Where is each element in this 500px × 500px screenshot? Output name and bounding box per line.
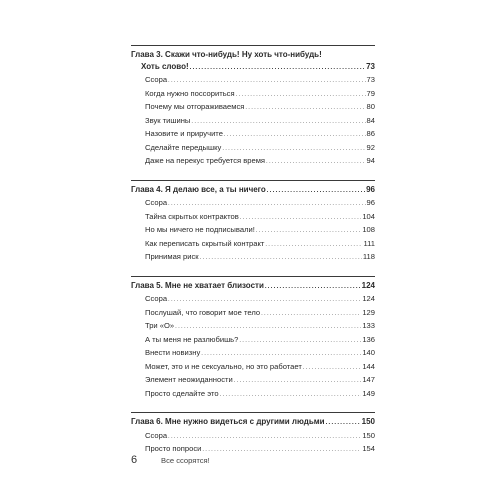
chapter-3 [131, 45, 375, 169]
entry-page: 79 [366, 88, 375, 98]
entry-title: Три «О» [145, 321, 175, 330]
toc-entry[interactable] [131, 197, 375, 211]
entry-title: Ссора [145, 294, 168, 303]
dot-leader [190, 61, 365, 75]
toc-entry[interactable] [131, 115, 375, 129]
entry-page: 96 [366, 198, 375, 207]
entry-page: 144 [362, 361, 375, 371]
dot-leader [220, 388, 362, 402]
chapter-title: Глава 5. Мне не хватает близости [131, 280, 264, 290]
chapter-page: 124 [361, 280, 375, 290]
entry-page: 129 [362, 307, 375, 317]
entry-title: Когда нужно поссориться [145, 88, 235, 98]
entry-title: Внести новизну [145, 348, 201, 357]
entry-title: Элемент неожиданности [145, 375, 233, 384]
entry-page: 94 [366, 156, 375, 165]
entry-page: 73 [366, 75, 375, 84]
entry-page: 86 [366, 129, 375, 138]
dot-leader [222, 142, 365, 156]
entry-page: 118 [362, 252, 375, 261]
chapter-title-entry[interactable] [131, 184, 375, 198]
dot-leader [168, 74, 366, 88]
toc-entry[interactable] [131, 101, 375, 115]
entry-page: 124 [362, 294, 375, 303]
chapter-divider [131, 45, 375, 46]
entry-page: 84 [366, 115, 375, 125]
entry-title: Ссора [145, 75, 168, 84]
entry-title: Ссора [145, 430, 168, 440]
entry-page: 108 [362, 225, 375, 234]
toc-entry[interactable] [131, 307, 375, 321]
entry-page: 133 [362, 321, 375, 330]
entry-title: Почему мы отгораживаемся [145, 102, 245, 111]
entry-page: 92 [366, 142, 375, 152]
dot-leader [267, 184, 365, 198]
chapter-title-continued: Хоть слово! [141, 61, 189, 71]
dot-leader [168, 293, 361, 307]
toc-entry[interactable] [131, 155, 375, 169]
chapter-title: Глава 4. Я делаю все, а ты ничего [131, 184, 266, 194]
entry-page: 140 [362, 348, 375, 357]
dot-leader [265, 280, 361, 294]
toc-entry[interactable] [131, 320, 375, 334]
chapter-title-entry[interactable] [131, 61, 375, 75]
toc-entry[interactable] [131, 347, 375, 361]
entry-page: 111 [363, 238, 375, 248]
dot-leader [191, 115, 365, 129]
dot-leader [245, 101, 365, 115]
dot-leader [200, 251, 362, 265]
chapter-title: Глава 3. Скажи что-нибудь! Ну хоть что-нибудь! [131, 50, 322, 59]
dot-leader [261, 307, 361, 321]
chapter-divider [131, 276, 375, 277]
toc-entry[interactable] [131, 128, 375, 142]
dot-leader [224, 128, 366, 142]
chapter-divider [131, 412, 375, 413]
entry-title: Просто попроси [145, 444, 202, 453]
entry-page: 136 [362, 334, 375, 344]
chapter-6 [131, 412, 375, 457]
toc-entry[interactable] [131, 388, 375, 402]
dot-leader [265, 238, 362, 252]
chapter-title-entry[interactable] [131, 280, 375, 294]
dot-leader [256, 224, 361, 238]
entry-title: Звук тишины [145, 115, 191, 125]
running-title: Все ссорятся! [161, 456, 210, 465]
page-footer [131, 454, 210, 466]
entry-page: 154 [362, 444, 375, 453]
chapter-5 [131, 276, 375, 402]
entry-title: Послушай, что говорит мое тело [145, 307, 261, 317]
table-of-contents [131, 45, 375, 457]
dot-leader [175, 320, 361, 334]
chapter-title: Глава 6. Мне нужно видеться с другими людьми [131, 417, 325, 426]
entry-title: Даже на перекус требуется время [145, 156, 266, 165]
dot-leader [240, 211, 362, 225]
toc-entry[interactable] [131, 211, 375, 225]
chapter-page: 96 [366, 184, 375, 194]
entry-title: Принимая риск [145, 252, 199, 261]
entry-page: 104 [362, 211, 375, 221]
chapter-page: 73 [366, 61, 375, 71]
entry-page: 147 [362, 375, 375, 384]
entry-title: Назовите и приручите [145, 129, 223, 138]
dot-leader [303, 361, 362, 375]
entry-title: Сделайте передышку [145, 142, 222, 152]
chapter-title-entry[interactable] [131, 416, 375, 430]
chapter-page: 150 [361, 417, 375, 426]
toc-entry[interactable] [131, 142, 375, 156]
dot-leader [202, 443, 361, 457]
entry-title: Тайна скрытых контрактов [145, 211, 239, 221]
entry-title: А ты меня не разлюбишь? [145, 334, 239, 344]
toc-entry[interactable] [131, 238, 375, 252]
toc-entry[interactable] [131, 430, 375, 444]
toc-entry[interactable] [131, 74, 375, 88]
entry-page: 80 [366, 102, 375, 111]
toc-entry[interactable] [131, 334, 375, 348]
chapter-divider [131, 180, 375, 181]
dot-leader [168, 430, 361, 444]
toc-entry[interactable] [131, 293, 375, 307]
entry-title: Ссора [145, 198, 168, 207]
page-number: 6 [131, 454, 138, 466]
entry-title: Может, это и не сексуально, но это работает [145, 361, 302, 371]
toc-entry[interactable] [131, 361, 375, 375]
entry-page: 149 [362, 388, 375, 398]
dot-leader [234, 374, 362, 388]
dot-leader [201, 347, 361, 361]
toc-entry[interactable] [131, 88, 375, 102]
dot-leader [266, 155, 366, 169]
entry-title: Просто сделайте это [145, 388, 219, 398]
chapter-4 [131, 180, 375, 265]
toc-entry[interactable] [131, 374, 375, 388]
dot-leader [239, 334, 361, 348]
entry-page: 150 [362, 430, 375, 440]
dot-leader [236, 88, 366, 102]
toc-entry[interactable] [131, 224, 375, 238]
toc-entry[interactable] [131, 251, 375, 265]
entry-title: Но мы ничего не подписывали! [145, 225, 255, 234]
dot-leader [326, 416, 361, 430]
entry-title: Как переписать скрытый контракт [145, 238, 265, 248]
dot-leader [168, 197, 366, 211]
